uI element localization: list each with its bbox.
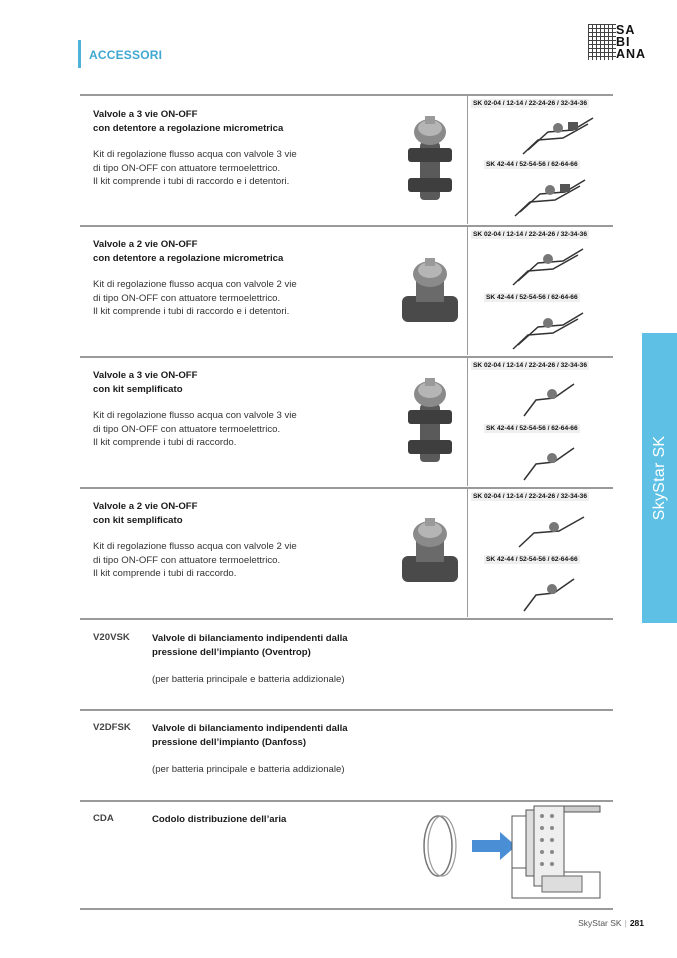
sabiana-logo <box>588 24 650 62</box>
kit-title: con detentore a regolazione micrometrica <box>93 252 284 264</box>
kit-title: Valvole a 3 vie ON-OFF <box>93 109 198 120</box>
accessory-text <box>152 632 412 687</box>
logo-grid-pattern <box>588 24 616 60</box>
kit-diagram-panel <box>467 96 613 224</box>
kit-title: con kit semplificato <box>93 383 183 395</box>
accessory-title: Valvole di bilanciamento indipendenti dalla <box>152 723 348 734</box>
pipe-diagram <box>508 305 588 353</box>
divider-rule <box>80 908 613 910</box>
diagram-caption: SK 42-44 / 52-54-56 / 62-64-66 <box>486 556 578 563</box>
2-way-valve-image <box>398 510 462 602</box>
kit-description <box>93 148 393 189</box>
3-way-valve-image <box>398 374 462 466</box>
kit-description-line: Kit di regolazione flusso acqua con valvole 3 vie <box>93 410 297 421</box>
footer-product: SkyStar SK <box>578 918 622 928</box>
page-number: 281 <box>629 918 644 928</box>
3-way-valve-image <box>398 112 462 204</box>
kit-diagram-panel <box>467 227 613 355</box>
diagram-caption: SK 02-04 / 12-14 / 22-24-26 / 32-34-36 <box>473 100 587 107</box>
footer-separator: | <box>624 918 627 928</box>
kit-description-line: Il kit comprende i tubi di raccordo. <box>93 437 237 448</box>
kit-description-line: Kit di regolazione flusso acqua con valvole 2 vie <box>93 541 297 552</box>
kit-description-line: di tipo ON-OFF con attuatore termoelettrico. <box>93 423 281 435</box>
pipe-diagram <box>514 372 594 420</box>
accessory-note: (per batteria principale e batteria addizionale) <box>152 674 345 685</box>
accessory-title: Valvole di bilanciamento indipendenti dalla <box>152 633 348 644</box>
kit-title: Valvole a 3 vie ON-OFF <box>93 370 198 381</box>
pipe-diagram <box>510 172 590 220</box>
diagram-caption: SK 42-44 / 52-54-56 / 62-64-66 <box>486 425 578 432</box>
side-tab <box>642 333 677 623</box>
diagram-caption: SK 42-44 / 52-54-56 / 62-64-66 <box>486 161 578 168</box>
accessory-code: V2DFSK <box>93 722 131 733</box>
pipe-diagram <box>514 436 594 484</box>
accessory-note: (per batteria principale e batteria addizionale) <box>152 764 345 775</box>
accessory-title: pressione dell’impianto (Danfoss) <box>152 736 307 748</box>
accessory-text <box>152 722 412 777</box>
diagram-caption: SK 42-44 / 52-54-56 / 62-64-66 <box>486 294 578 301</box>
airflow-arrow-icon <box>472 832 516 860</box>
page-footer <box>578 918 644 928</box>
kit-block-1-text <box>93 108 393 189</box>
pipe-diagram <box>514 503 594 551</box>
kit-block-4-text <box>93 500 393 581</box>
kit-description <box>93 409 393 450</box>
kit-description-line: Kit di regolazione flusso acqua con valvole 2 vie <box>93 279 297 290</box>
kit-title: con detentore a regolazione micrometrica <box>93 122 284 134</box>
accessory-title: pressione dell’impianto (Oventrop) <box>152 646 311 658</box>
divider-rule <box>80 709 613 711</box>
air-distribution-spigot-image <box>402 802 608 906</box>
kit-block-3-text <box>93 369 393 450</box>
accessory-code: V20VSK <box>93 632 130 643</box>
pipe-diagram <box>514 567 594 615</box>
diagram-caption: SK 02-04 / 12-14 / 22-24-26 / 32-34-36 <box>473 231 587 238</box>
2-way-valve-image <box>398 250 462 342</box>
section-title: ACCESSORI <box>89 48 163 62</box>
kit-diagram-panel <box>467 358 613 486</box>
logo-line: SA <box>616 23 636 37</box>
diagram-caption: SK 02-04 / 12-14 / 22-24-26 / 32-34-36 <box>473 493 587 500</box>
kit-block-2-text <box>93 238 393 319</box>
logo-wordmark <box>616 24 650 60</box>
kit-title: con kit semplificato <box>93 514 183 526</box>
section-accent-bar <box>78 40 81 68</box>
kit-description-line: Il kit comprende i tubi di raccordo. <box>93 568 237 579</box>
accessory-title: Codolo distribuzione dell’aria <box>152 814 287 825</box>
accessory-code: CDA <box>93 813 114 824</box>
kit-description <box>93 540 393 581</box>
kit-description-line: di tipo ON-OFF con attuatore termoelettrico. <box>93 292 281 304</box>
accessory-text <box>152 813 412 827</box>
kit-diagram-panel <box>467 489 613 617</box>
kit-title: Valvole a 2 vie ON-OFF <box>93 501 198 512</box>
kit-description <box>93 278 393 319</box>
pipe-diagram <box>518 110 598 158</box>
kit-description-line: di tipo ON-OFF con attuatore termoelettrico. <box>93 162 281 174</box>
kit-title: Valvole a 2 vie ON-OFF <box>93 239 198 250</box>
kit-description-line: Il kit comprende i tubi di raccordo e i detentori. <box>93 176 290 187</box>
logo-line: ANA <box>616 47 647 61</box>
side-tab-label: SkyStar SK <box>650 435 668 521</box>
diagram-caption: SK 02-04 / 12-14 / 22-24-26 / 32-34-36 <box>473 362 587 369</box>
pipe-diagram <box>508 241 588 289</box>
divider-rule <box>80 618 613 620</box>
kit-description-line: Kit di regolazione flusso acqua con valvole 3 vie <box>93 149 297 160</box>
logo-line: BI <box>616 35 631 49</box>
kit-description-line: Il kit comprende i tubi di raccordo e i detentori. <box>93 306 290 317</box>
kit-description-line: di tipo ON-OFF con attuatore termoelettrico. <box>93 554 281 566</box>
